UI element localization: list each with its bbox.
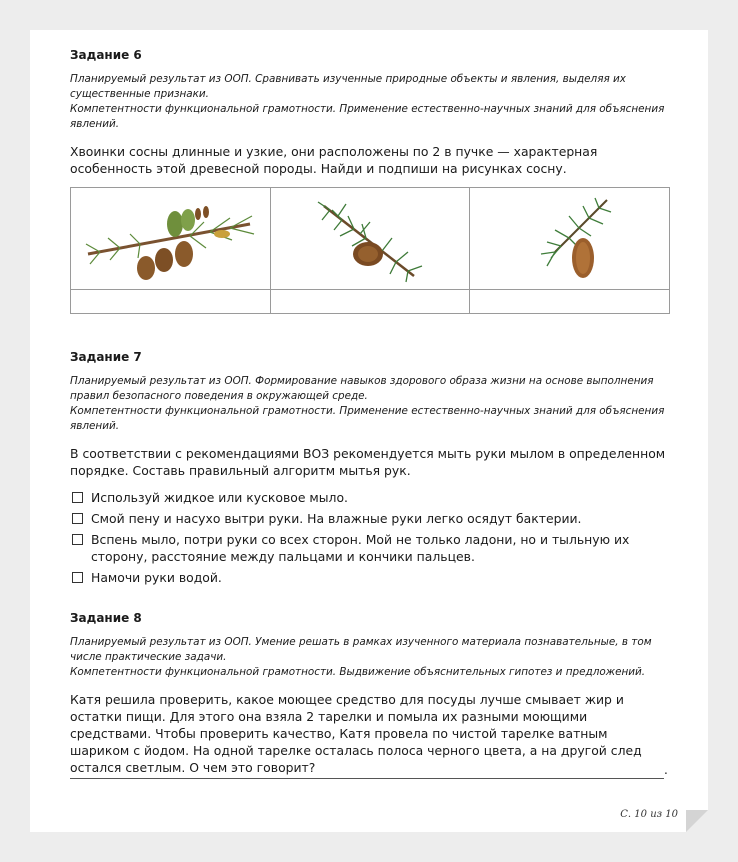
task-7-competence: Компетентности функциональной грамотности. Применение естественно-научных знаний для объяснения явлений. (70, 405, 665, 432)
task-8-planned-result: Планируемый результат из ООП. Умение решать в рамках изученного материала познавательные, в том числе практические задачи. (70, 636, 652, 663)
step-text: Вспень мыло, потри руки со всех сторон. Мой не только ладони, но и тыльную их сторону, расстояние между пальцами и кончики пальцев. (91, 532, 630, 564)
step-item (70, 531, 670, 565)
picture-cell-2 (270, 188, 470, 290)
task-6-planned-result: Планируемый результат из ООП. Сравнивать изученные природные объекты и явления, выделяя их существенные признаки. (70, 73, 626, 100)
step-item (70, 569, 670, 586)
step-text: Смой пену и насухо вытри руки. На влажные руки легко осядут бактерии. (91, 511, 582, 526)
step-item (70, 489, 670, 506)
step-checkbox[interactable] (72, 572, 83, 583)
picture-cell-3 (470, 188, 670, 290)
picture-label-input-1[interactable] (71, 290, 271, 314)
task-8-question: Катя решила проверить, какое моющее средство для посуды лучше смывает жир и остатки пищи. Для этого она взяла 2 тарелки и помыла их разными моющими средствами. Чтобы проверить качество, Катя провела по чистой тарелке ватным шариком с йодом. На одной тарелке осталась полоса черного цвета, а на другой след остался светлым. О чем это говорит? (70, 692, 642, 775)
step-item (70, 510, 670, 527)
picture-label-input-2[interactable] (270, 290, 470, 314)
task-6-title: Задание 6 (70, 48, 142, 62)
step-checkbox[interactable] (72, 492, 83, 503)
task-6 (70, 48, 670, 177)
tree-pictures-table (70, 187, 670, 314)
step-text: Используй жидкое или кусковое мыло. (91, 490, 348, 505)
picture-cell-1 (71, 188, 271, 290)
page-number: С. 10 из 10 (620, 809, 678, 820)
picture-label-input-3[interactable] (470, 290, 670, 314)
task-6-competence: Компетентности функциональной грамотности. Применение естественно-научных знаний для объяснения явлений. (70, 103, 665, 130)
answer-line[interactable] (70, 778, 664, 779)
worksheet-page (30, 30, 708, 832)
step-text: Намочи руки водой. (91, 570, 222, 585)
pine-branch-with-cones-icon (80, 194, 260, 284)
hand-washing-steps (70, 489, 670, 586)
spruce-branch-with-cone-icon (310, 194, 430, 284)
task-8-competence: Компетентности функциональной грамотности. Выдвижение объяснительных гипотез и предложений. (70, 666, 646, 678)
task-7-planned-result: Планируемый результат из ООП. Формирование навыков здорового образа жизни на основе выполнения правил безопасного поведения в окружающей среде. (70, 375, 654, 402)
fir-branch-with-cone-icon (525, 194, 615, 284)
task-7-question: В соответствии с рекомендациями ВОЗ рекомендуется мыть руки мылом в определенном порядке. Составь правильный алгоритм мытья рук. (70, 446, 666, 478)
task-8 (70, 611, 670, 776)
task-8-title: Задание 8 (70, 611, 142, 625)
task-7 (70, 350, 670, 590)
step-checkbox[interactable] (72, 513, 83, 524)
task-7-title: Задание 7 (70, 350, 142, 364)
step-checkbox[interactable] (72, 534, 83, 545)
task-6-question: Хвоинки сосны длинные и узкие, они расположены по 2 в пучке — характерная особенность этой древесной породы. Найди и подпиши на рисунках сосну. (70, 144, 598, 176)
page-corner-fold (686, 810, 708, 832)
answer-line-end: . (664, 763, 668, 777)
